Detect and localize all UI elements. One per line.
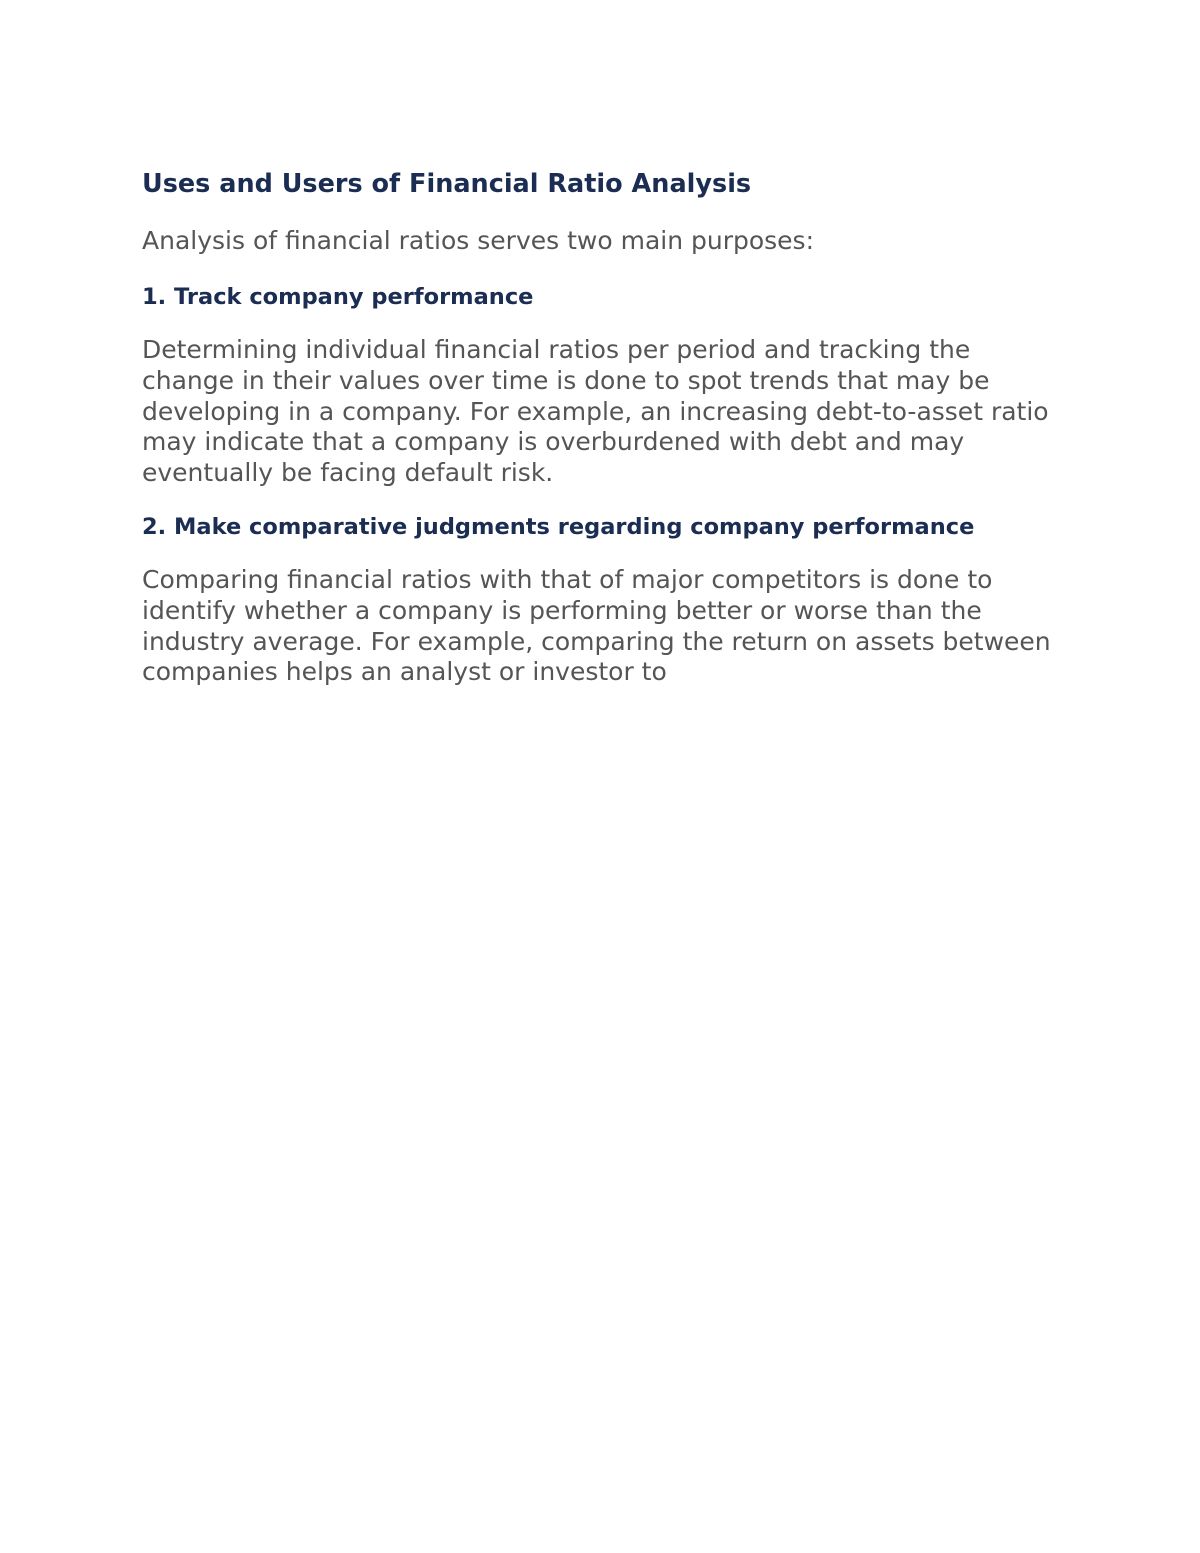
document-title: Uses and Users of Financial Ratio Analysis bbox=[142, 169, 752, 199]
section-paragraph-track-performance: Determining individual financial ratios per period and tracking the change in their values over time is done to spot trends that may be developing in a company. For example, an increasing debt-to-asset ratio may indicate that a company is overburdened with debt and may eventually be facing default risk. bbox=[142, 335, 1049, 488]
intro-paragraph: Analysis of financial ratios serves two main purposes: bbox=[142, 226, 815, 255]
section-heading-track-performance: 1. Track company performance bbox=[142, 284, 534, 310]
section-paragraph-comparative-judgments: Comparing financial ratios with that of major competitors is done to identify whether a company is performing better or worse than the industry average. For example, comparing the return on assets between companies helps an analyst or investor to bbox=[142, 564, 1051, 687]
section-heading-comparative-judgments: 2. Make comparative judgments regarding company performance bbox=[142, 513, 975, 540]
document-body bbox=[142, 166, 1062, 688]
